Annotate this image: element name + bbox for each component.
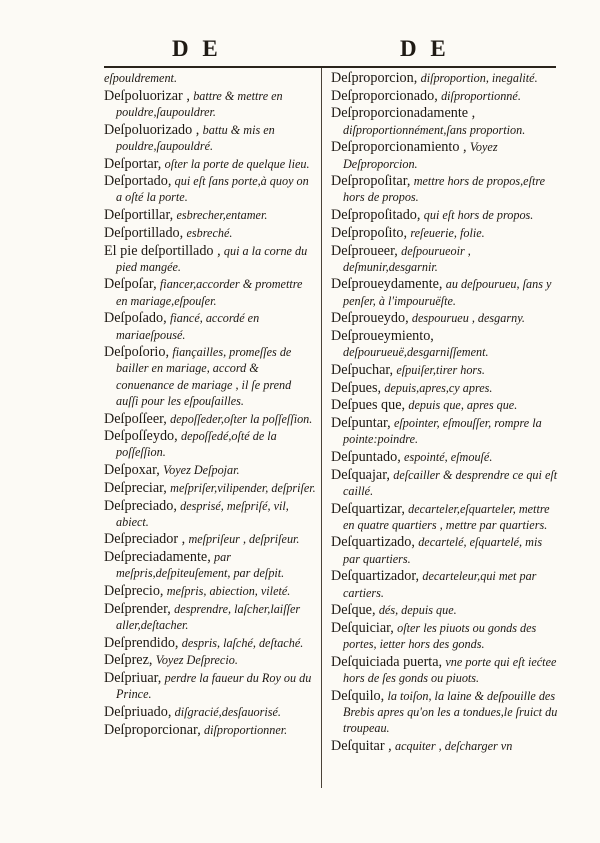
entry-headword: Deſquartizar, [331, 500, 405, 517]
entry-gloss: dés, depuis que. [378, 603, 457, 618]
dictionary-entry [331, 602, 559, 618]
dictionary-entry [331, 534, 559, 566]
entry-headword: Deſpreciadamente, [104, 549, 211, 566]
entry-headword: Deſproporcion, [331, 70, 418, 86]
dictionary-entry [331, 415, 559, 447]
dictionary-entry [331, 501, 559, 533]
dictionary-entry [331, 380, 559, 396]
dictionary-entry [104, 207, 316, 223]
dictionary-entry [331, 449, 559, 465]
entry-gloss: Voyez Deſpojar. [163, 463, 240, 478]
entry-gloss: depoſſeder,oſter la poſſeſſion. [170, 411, 313, 426]
dictionary-entry [331, 70, 559, 86]
running-head-right: D E [400, 36, 450, 61]
entry-gloss: la toiſon, la laine & deſpouille des Brebis apres qu'on les a tondues,le ſruict du troupeau. [343, 688, 558, 736]
entry-gloss: reſeuerie, folie. [410, 225, 485, 240]
entry-gloss: eſpointer, eſmouſſer, rompre la pointe:poindre. [343, 416, 542, 447]
entry-gloss: depuis que, apres que. [408, 398, 518, 413]
entry-gloss: par meſpris,deſpiteuſement, par deſpit. [116, 550, 285, 581]
entry-gloss: deſcailler & desprendre ce qui eſt caillé. [343, 467, 558, 498]
dictionary-entry [331, 310, 559, 326]
entry-headword: Deſproueymiento, [331, 328, 434, 345]
entry-gloss: fiançailles, promeſſes de bailler en mariage, accord & conuenance de mariage , il ſe prend auſſi pour les eſpouſailles. [116, 345, 292, 408]
entry-gloss: acquiter , deſcharger vn [394, 738, 513, 753]
entry-gloss: diſproportionner. [204, 722, 288, 737]
entry-headword: Deſpoſado, [104, 310, 167, 327]
entry-gloss: oſter la porte de quelque lieu. [164, 156, 310, 171]
entry-headword: Deſportillar, [104, 207, 174, 224]
entry-headword: Deſpuntado, [331, 448, 401, 465]
dictionary-entry [331, 397, 559, 413]
entry-gloss: diſproportion, inegalité. [420, 71, 538, 85]
entry-headword: Deſquajar, [331, 466, 390, 483]
entry-gloss: decarteler,eſquarteler, mettre en quatre quartiers , mettre par quartiers. [343, 501, 550, 532]
entry-headword: Deſpoluorizar , [104, 87, 190, 104]
entry-headword: Deſquitar , [331, 737, 392, 754]
dictionary-entry [104, 156, 316, 172]
entry-gloss: qui eſt ſans porte,à quoy on a oſté la porte. [116, 174, 309, 205]
entry-gloss: battu & mis en pouldre,ſaupouldré. [116, 122, 275, 153]
dictionary-entry [104, 243, 316, 275]
entry-headword: Deſportillado, [104, 224, 184, 241]
column-divider [321, 68, 322, 788]
dictionary-entry [104, 173, 316, 205]
entry-gloss: qui eſt hors de propos. [423, 208, 534, 223]
entry-headword: Deſpoluorizado , [104, 121, 200, 138]
entry-gloss: diſgracié,desſauorisé. [174, 705, 281, 720]
entry-gloss: diſproportionné. [441, 88, 521, 103]
entry-gloss: deſpourueuë,desgarniſſement. [343, 345, 489, 360]
entry-gloss: mettre hors de propos,eſtre hors de propos. [343, 174, 546, 205]
right-column [331, 70, 559, 756]
entry-gloss: decarteleur,qui met par cartiers. [343, 569, 537, 600]
entry-gloss: Voyez Deſproporcion. [343, 140, 498, 171]
entry-headword: Deſpuntar, [331, 415, 391, 432]
entry-headword: Deſproueydo, [331, 310, 409, 327]
dictionary-entry [331, 467, 559, 499]
dictionary-entry [104, 411, 316, 427]
entry-headword: Deſproporcionamiento , [331, 139, 467, 156]
entry-headword: Deſpues que, [331, 397, 406, 414]
entry-headword: Deſpoſſeydo, [104, 428, 178, 445]
entry-gloss: fiancé, accordé en mariaeſpousé. [116, 311, 260, 342]
entry-headword: Deſpoxar, [104, 462, 160, 479]
dictionary-entry [331, 328, 559, 360]
dictionary-entry [104, 462, 316, 478]
entry-headword: Deſproporcionado, [331, 87, 438, 104]
entry-headword: Deſquiciada puerta, [331, 653, 443, 670]
dictionary-entry [331, 738, 559, 754]
header-rule [104, 66, 556, 68]
entry-gloss: meſpris, abiection, vileté. [166, 584, 291, 599]
dictionary-entry [104, 601, 316, 633]
entry-gloss: eſpuiſer,tirer hors. [396, 362, 485, 377]
dictionary-entry [331, 88, 559, 104]
dictionary-entry [331, 620, 559, 652]
dictionary-entry [104, 428, 316, 460]
dictionary-entry [104, 704, 316, 720]
dictionary-entry [104, 480, 316, 496]
dictionary-entry [104, 670, 316, 702]
entry-headword: Deſpreciado, [104, 497, 177, 514]
entry-headword: Deſportado, [104, 173, 172, 190]
dictionary-entry [104, 722, 316, 738]
entry-gloss: desprisé, meſpriſé, vil, abiect. [116, 498, 289, 529]
entry-headword: Deſproueer, [331, 242, 398, 259]
entry-headword: Deſquilo, [331, 687, 385, 704]
entry-gloss: esbreché. [186, 225, 233, 240]
dictionary-entry [104, 652, 316, 668]
dictionary-entry [104, 70, 316, 86]
dictionary-entry [331, 225, 559, 241]
dictionary-entry [331, 688, 559, 737]
entry-headword: Deſproporcionar, [104, 721, 201, 738]
running-head-left: D E [172, 36, 222, 61]
entry-headword: Deſpriuado, [104, 704, 172, 721]
dictionary-entry [104, 583, 316, 599]
dictionary-entry [104, 344, 316, 409]
dictionary-entry [331, 362, 559, 378]
entry-headword: Deſpues, [331, 379, 382, 396]
entry-headword: Deſpoſar, [104, 276, 157, 293]
entry-gloss: despourueu , desgarny. [411, 311, 525, 326]
entry-headword: Deſprender, [104, 600, 171, 617]
entry-gloss: decartelé, eſquartelé, mis par quartiers. [343, 535, 543, 566]
entry-headword: Deſpropoſitar, [331, 173, 411, 190]
dictionary-entry [104, 531, 316, 547]
entry-headword: Deſpreciador , [104, 531, 186, 548]
dictionary-entry [331, 139, 559, 171]
entry-gloss: deſpourueoir , deſmunir,desgarnir. [343, 243, 471, 274]
dictionary-entry [331, 654, 559, 686]
entry-gloss: diſproportionnément,ſans proportion. [343, 122, 526, 137]
entry-headword: Deſquiciar, [331, 620, 394, 636]
entry-headword: Deſque, [331, 602, 376, 619]
entry-gloss: au deſpourueu, ſans y penſer, à l'impouruëſte. [343, 277, 552, 308]
entry-gloss: depoſſedé,oſté de la poſſeſſion. [116, 429, 277, 460]
entry-headword: Deſpoſſeer, [104, 410, 167, 427]
entry-gloss: espointé, eſmouſé. [404, 449, 493, 464]
entry-headword: Deſproporcionadamente , [331, 105, 476, 122]
entry-headword: Deſpoſorio, [104, 344, 170, 361]
entry-headword: Deſportar, [104, 155, 162, 172]
entry-headword: Deſquartizado, [331, 534, 415, 551]
entry-gloss: esbrecher,entamer. [176, 208, 268, 223]
dictionary-entry [104, 498, 316, 530]
entry-headword: Deſpreciar, [104, 479, 167, 496]
entry-gloss: battre & mettre en pouldre,ſaupouldrer. [116, 88, 283, 119]
entry-gloss: oſter les piuots ou gonds des portes, ietter hors des gonds. [343, 621, 537, 652]
dictionary-entry [331, 173, 559, 205]
dictionary-entry [104, 276, 316, 308]
entry-headword: Deſpropoſito, [331, 224, 408, 241]
left-column [104, 70, 316, 739]
entry-headword: El pie deſportillado , [104, 242, 221, 259]
dictionary-entry [104, 122, 316, 154]
entry-headword: Deſprecio, [104, 583, 164, 600]
entry-headword: Deſprendido, [104, 634, 179, 651]
entry-headword: Deſpropoſitado, [331, 207, 421, 224]
dictionary-entry [104, 88, 316, 120]
entry-headword: Deſproueydamente, [331, 276, 443, 293]
dictionary-entry [331, 276, 559, 308]
entry-headword: Deſpuchar, [331, 361, 394, 378]
entry-gloss: depuis,apres,cy apres. [384, 380, 493, 395]
dictionary-entry [331, 243, 559, 275]
dictionary-entry [104, 549, 316, 581]
entry-gloss: Voyez Deſprecio. [155, 653, 238, 668]
dictionary-entry [104, 225, 316, 241]
dictionary-entry [104, 310, 316, 342]
entry-gloss: fiancer,accorder & promettre en mariage,eſpouſer. [116, 277, 303, 308]
entry-gloss: eſpouldrement. [104, 71, 177, 85]
dictionary-entry [104, 635, 316, 651]
entry-gloss: meſpriſeur , deſpriſeur. [188, 532, 300, 547]
entry-headword: Deſpriuar, [104, 670, 162, 687]
entry-headword: Deſquartizador, [331, 568, 420, 585]
entry-gloss: qui a la corne du pied mangée. [116, 243, 308, 274]
entry-gloss: desprendre, laſcher,laiſſer aller,deſtacher. [116, 601, 301, 632]
entry-headword: Deſprez, [104, 652, 153, 669]
entry-gloss: perdre la faueur du Roy ou du Prince. [116, 671, 312, 702]
entry-gloss: meſpriſer,vilipender, deſpriſer. [170, 480, 316, 495]
entry-gloss: vne porte qui eſt iećtee hors de ſes gonds ou piuots. [343, 654, 557, 686]
dictionary-entry [331, 207, 559, 223]
dictionary-entry [331, 568, 559, 600]
dictionary-entry [331, 105, 559, 137]
entry-gloss: despris, laſché, deſtaché. [181, 635, 304, 650]
